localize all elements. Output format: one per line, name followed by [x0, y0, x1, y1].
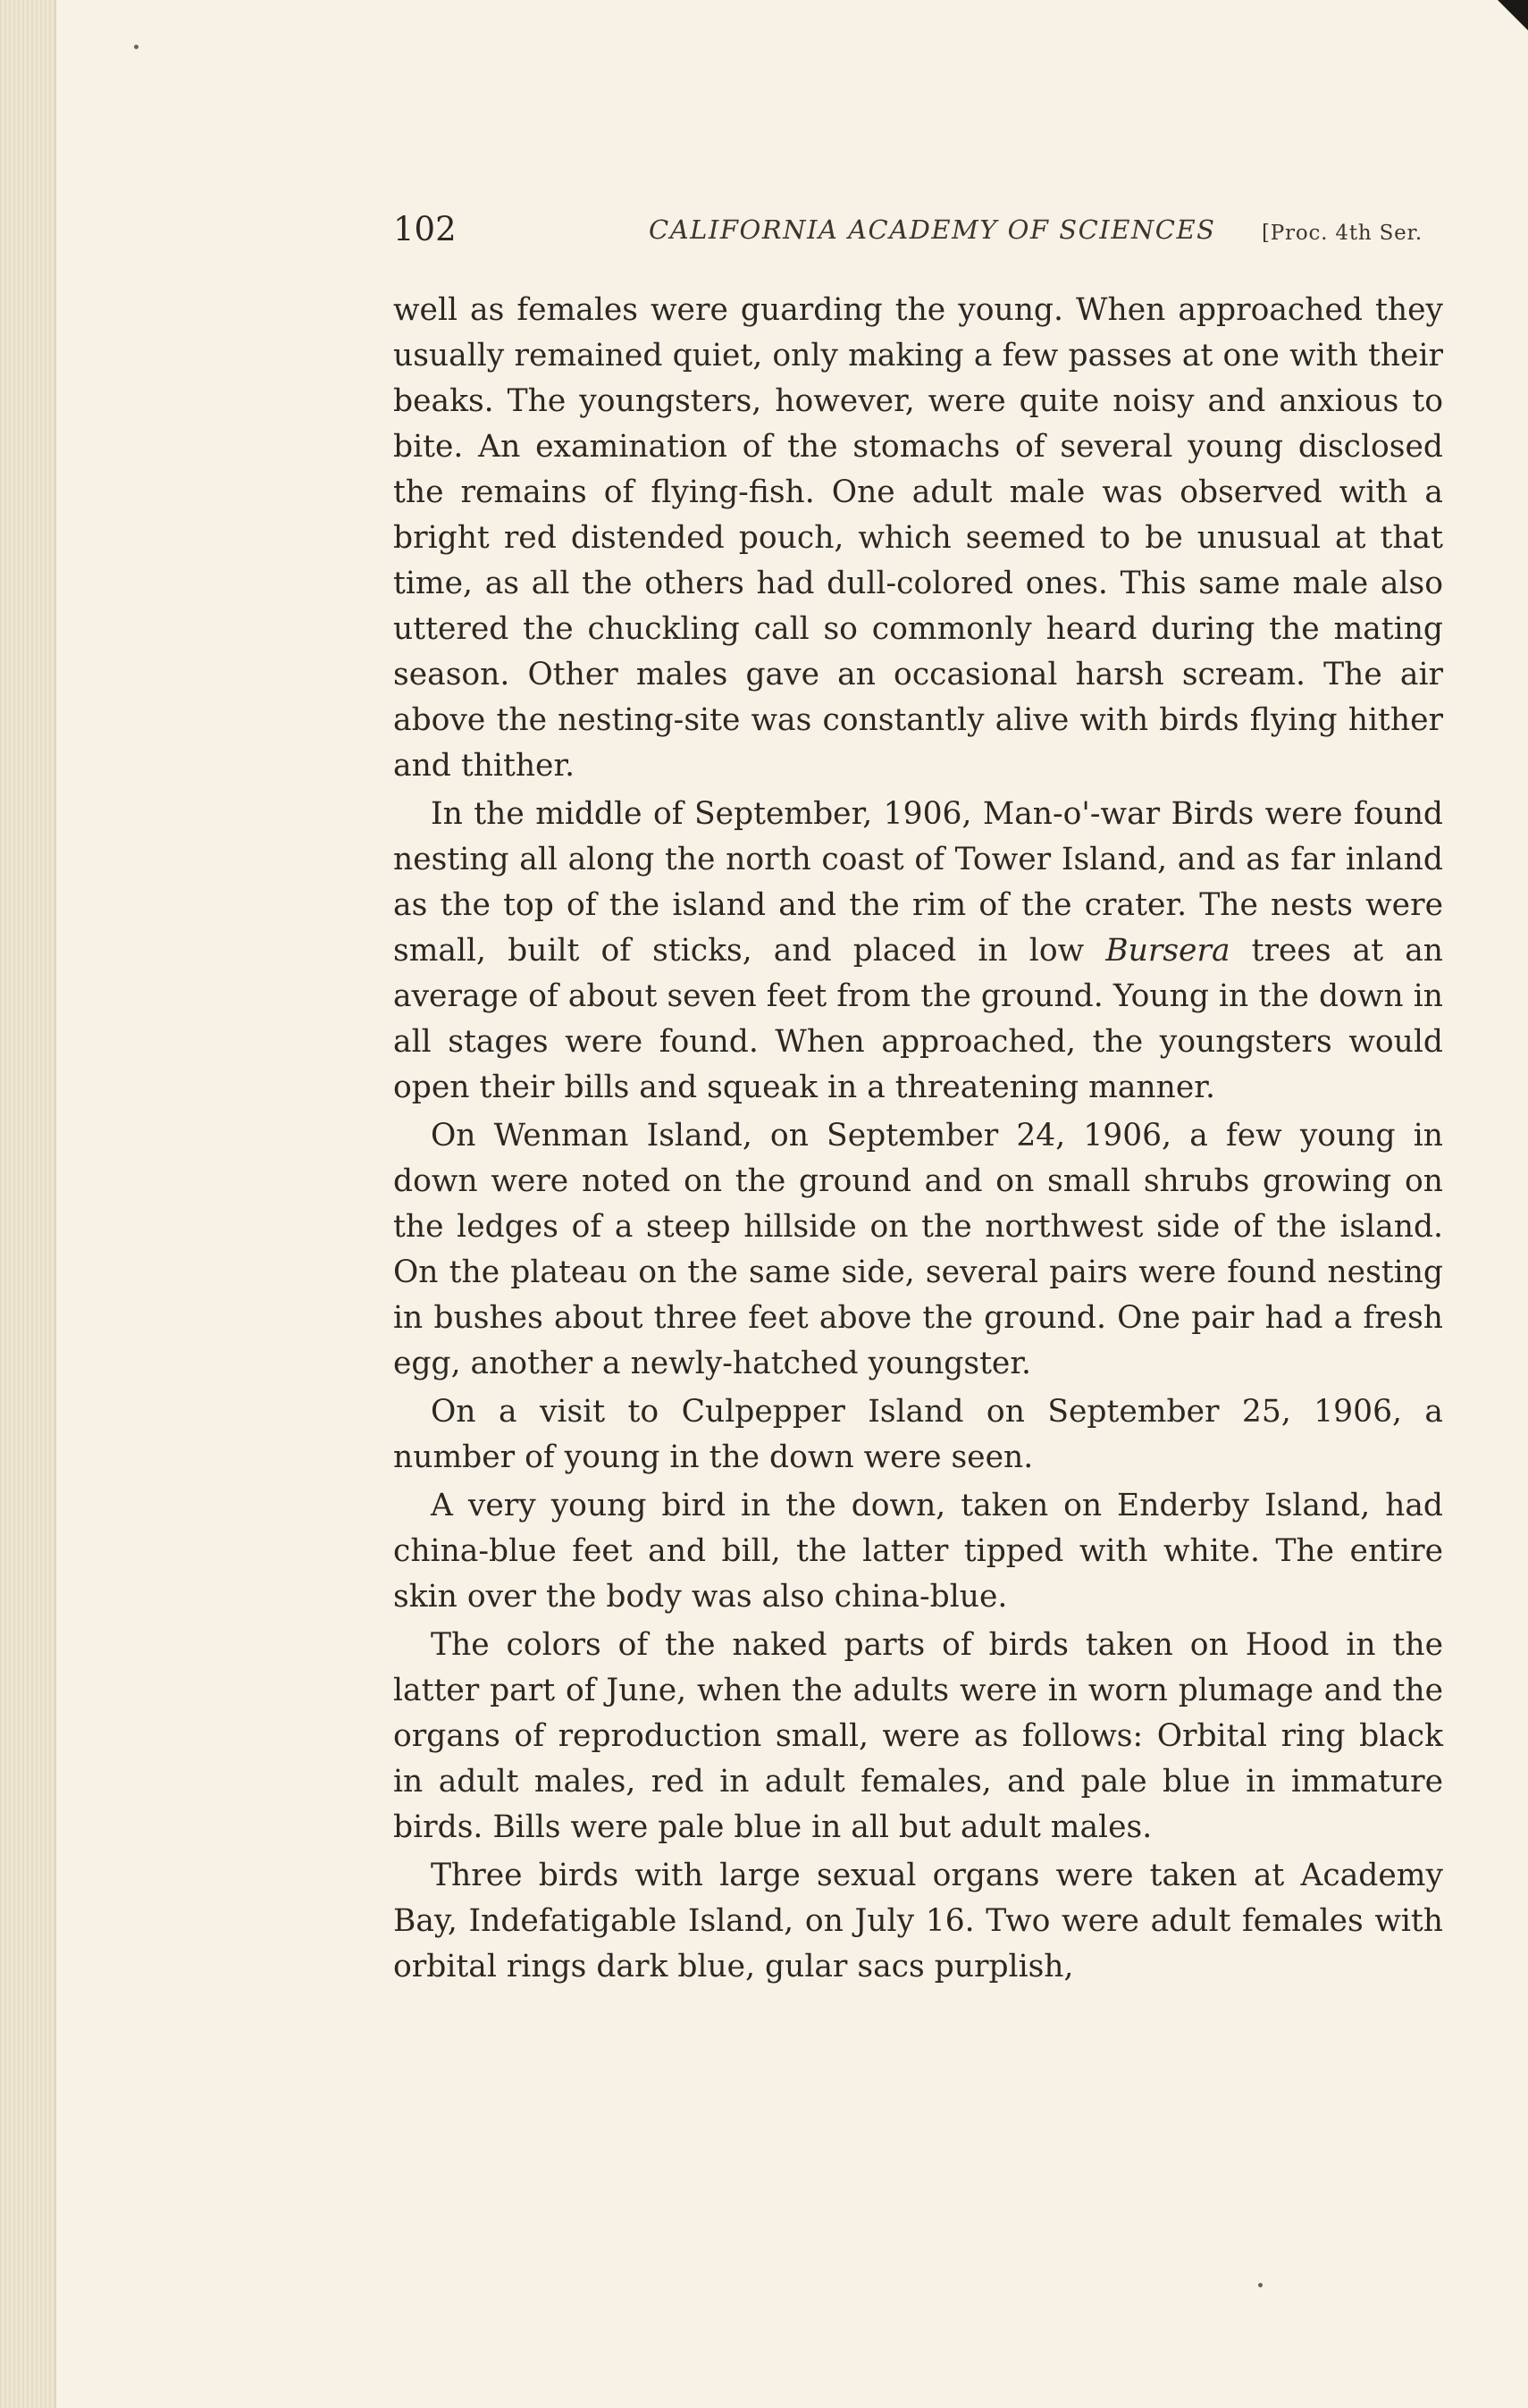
body-text — [393, 288, 1443, 1993]
genus-name: Bursera — [1105, 933, 1230, 969]
paragraph: On Wenman Island, on September 24, 1906, a few young in down were noted on the ground and on small shrubs growing on the ledges of a steep hillside on the northwest side of the island. On the plateau on the same side, several pairs were found nesting in bushes about three feet above the ground. One pair had a fresh egg, another a newly-hatched youngster. — [393, 1118, 1443, 1381]
paper-speck — [1258, 2283, 1263, 2287]
binding-gutter — [0, 0, 56, 2408]
journal-title: CALIFORNIA ACADEMY OF SCIENCES — [649, 214, 1216, 245]
running-head — [393, 207, 1452, 252]
paragraph: Three birds with large sexual organs were taken at Academy Bay, Indefatigable Island, on July 16. Two were adult females with orbital rings dark blue, gular sacs purplish, — [393, 1858, 1443, 1984]
paper-speck — [134, 45, 139, 49]
paragraph: A very young bird in the down, taken on Enderby Island, had china-blue feet and bill, the latter tipped with white. The entire skin over the body was also china-blue. — [393, 1488, 1443, 1615]
paragraph: In the middle of September, 1906, Man-o'-war Birds were found nesting all along the north coast of Tower Island, and as far inland as the top of the island and the rim of the crater. The nests were small, built of sticks, and placed in low Bursera trees at an average of about seven feet from the ground. Young in the down in all stages were found. When approached, the youngsters would open their bills and squeak in a threatening manner. — [393, 796, 1443, 1105]
paragraph: The colors of the naked parts of birds taken on Hood in the latter part of June, when the adults were in worn plumage and the organs of reproduction small, were as follows: Orbital ring black in adult males, red in adult females, and pale blue in immature birds. Bills were pale blue in all but adult males. — [393, 1627, 1443, 1845]
page-corner — [1498, 0, 1528, 30]
series-label: [Proc. 4th Ser. — [1262, 222, 1423, 245]
paragraph: On a visit to Culpepper Island on September 25, 1906, a number of young in the down were seen. — [393, 1394, 1443, 1475]
paragraph: well as females were guarding the young. When approached they usually remained quiet, only making a few passes at one with their beaks. The youngsters, however, were quite noisy and anxious to bite. An examination of the stomachs of several young disclosed the remains of flying-fish. One adult male was observed with a bright red distended pouch, which seemed to be unusual at that time, as all the others had dull-colored ones. This same male also uttered the chuckling call so commonly heard during the mating season. Other males gave an occasional harsh scream. The air above the nesting-site was constantly alive with birds flying hither and thither. — [393, 292, 1443, 784]
page-number: 102 — [393, 210, 457, 248]
